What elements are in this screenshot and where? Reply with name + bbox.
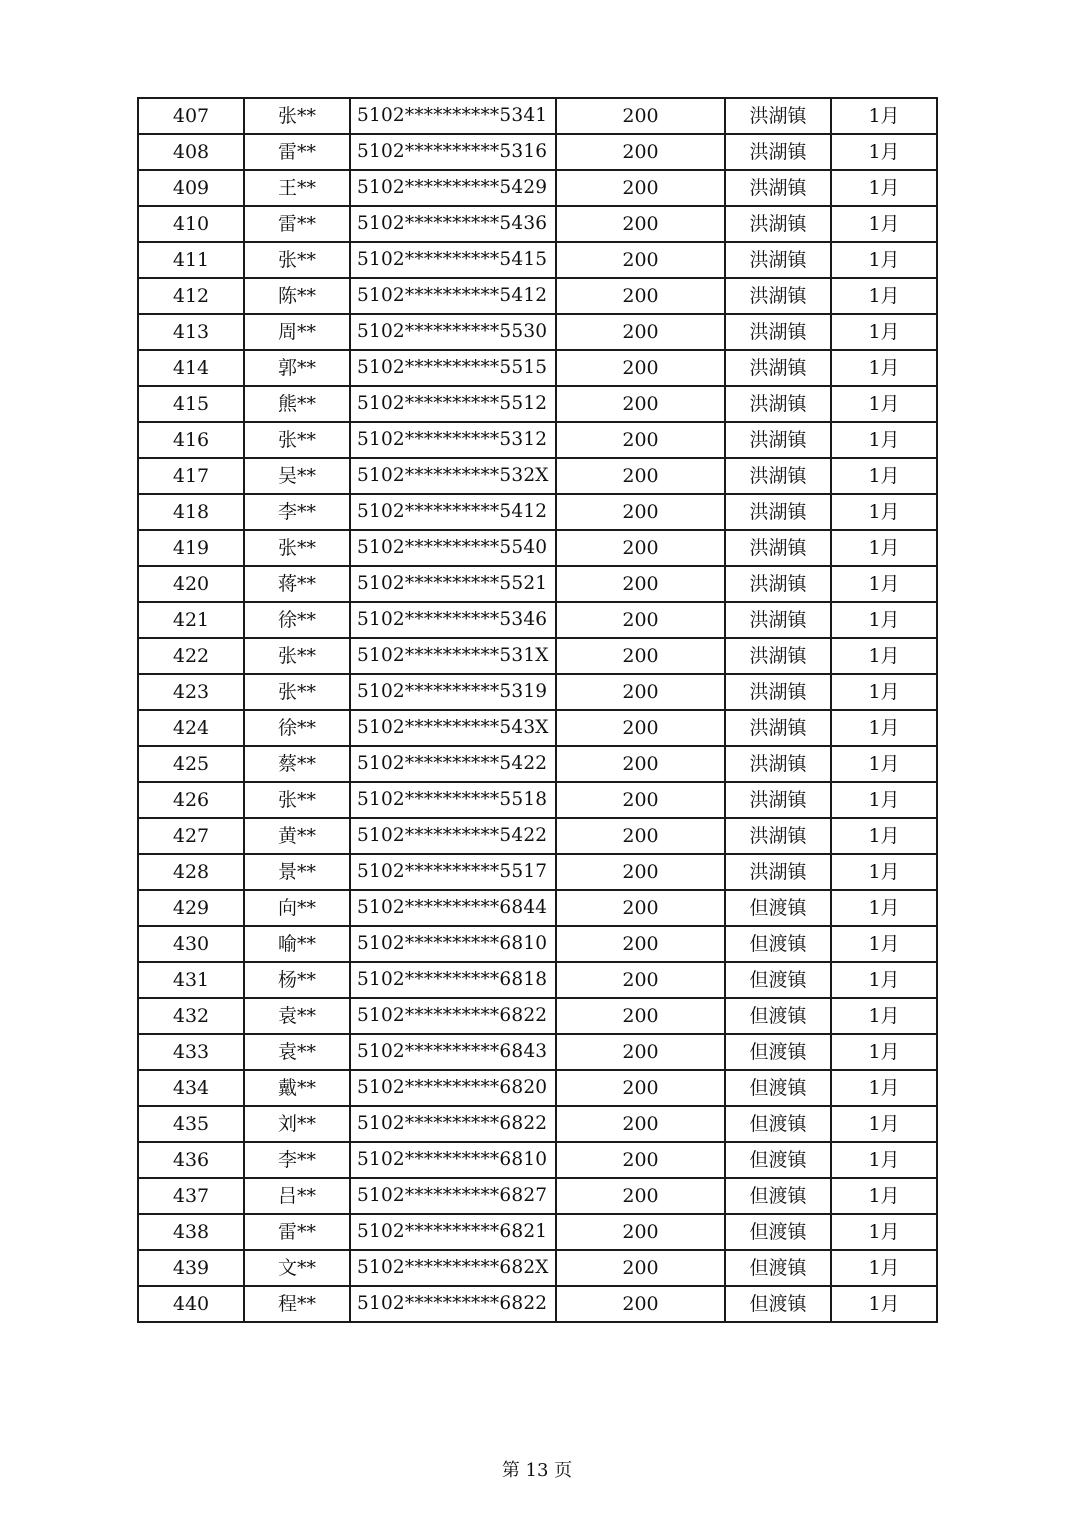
table-row (138, 998, 937, 1034)
town-cell: 但渡镇 (725, 1286, 831, 1322)
row-number-cell: 436 (138, 1142, 244, 1178)
row-number-cell: 409 (138, 170, 244, 206)
row-number-cell: 440 (138, 1286, 244, 1322)
town-cell: 洪湖镇 (725, 602, 831, 638)
month-cell: 1月 (831, 818, 937, 854)
amount-cell: 200 (556, 170, 725, 206)
month-cell: 1月 (831, 134, 937, 170)
month-cell: 1月 (831, 422, 937, 458)
table-row (138, 1286, 937, 1322)
amount-cell: 200 (556, 386, 725, 422)
town-cell: 洪湖镇 (725, 386, 831, 422)
table-row (138, 854, 937, 890)
name-cell: 程** (244, 1286, 350, 1322)
name-cell: 黄** (244, 818, 350, 854)
amount-cell: 200 (556, 674, 725, 710)
row-number-cell: 431 (138, 962, 244, 998)
town-cell: 洪湖镇 (725, 782, 831, 818)
name-cell: 张** (244, 530, 350, 566)
table-row (138, 422, 937, 458)
row-number-cell: 421 (138, 602, 244, 638)
name-cell: 喻** (244, 926, 350, 962)
name-cell: 袁** (244, 998, 350, 1034)
month-cell: 1月 (831, 890, 937, 926)
amount-cell: 200 (556, 314, 725, 350)
row-number-cell: 407 (138, 98, 244, 134)
month-cell: 1月 (831, 98, 937, 134)
table-row (138, 962, 937, 998)
name-cell: 吴** (244, 458, 350, 494)
town-cell: 洪湖镇 (725, 170, 831, 206)
town-cell: 洪湖镇 (725, 566, 831, 602)
amount-cell: 200 (556, 1286, 725, 1322)
amount-cell: 200 (556, 206, 725, 242)
name-cell: 张** (244, 638, 350, 674)
amount-cell: 200 (556, 638, 725, 674)
id-number-cell: 5102**********5341 (350, 98, 556, 134)
table-row (138, 494, 937, 530)
town-cell: 洪湖镇 (725, 278, 831, 314)
town-cell: 洪湖镇 (725, 746, 831, 782)
row-number-cell: 438 (138, 1214, 244, 1250)
name-cell: 徐** (244, 710, 350, 746)
amount-cell: 200 (556, 998, 725, 1034)
id-number-cell: 5102**********6818 (350, 962, 556, 998)
name-cell: 吕** (244, 1178, 350, 1214)
id-number-cell: 5102**********6822 (350, 998, 556, 1034)
town-cell: 但渡镇 (725, 1034, 831, 1070)
month-cell: 1月 (831, 386, 937, 422)
month-cell: 1月 (831, 710, 937, 746)
month-cell: 1月 (831, 1106, 937, 1142)
amount-cell: 200 (556, 350, 725, 386)
row-number-cell: 435 (138, 1106, 244, 1142)
month-cell: 1月 (831, 530, 937, 566)
id-number-cell: 5102**********531X (350, 638, 556, 674)
id-number-cell: 5102**********5530 (350, 314, 556, 350)
town-cell: 但渡镇 (725, 1214, 831, 1250)
month-cell: 1月 (831, 350, 937, 386)
id-number-cell: 5102**********5512 (350, 386, 556, 422)
month-cell: 1月 (831, 1034, 937, 1070)
row-number-cell: 429 (138, 890, 244, 926)
month-cell: 1月 (831, 998, 937, 1034)
table-row (138, 314, 937, 350)
row-number-cell: 428 (138, 854, 244, 890)
table-row (138, 170, 937, 206)
row-number-cell: 417 (138, 458, 244, 494)
amount-cell: 200 (556, 530, 725, 566)
id-number-cell: 5102**********532X (350, 458, 556, 494)
id-number-cell: 5102**********6822 (350, 1106, 556, 1142)
id-number-cell: 5102**********5540 (350, 530, 556, 566)
town-cell: 洪湖镇 (725, 242, 831, 278)
town-cell: 洪湖镇 (725, 638, 831, 674)
id-number-cell: 5102**********6827 (350, 1178, 556, 1214)
town-cell: 但渡镇 (725, 1106, 831, 1142)
id-number-cell: 5102**********5316 (350, 134, 556, 170)
id-number-cell: 5102**********5412 (350, 278, 556, 314)
amount-cell: 200 (556, 710, 725, 746)
id-number-cell: 5102**********5518 (350, 782, 556, 818)
town-cell: 洪湖镇 (725, 818, 831, 854)
id-number-cell: 5102**********5422 (350, 746, 556, 782)
amount-cell: 200 (556, 1178, 725, 1214)
id-number-cell: 5102**********6843 (350, 1034, 556, 1070)
table-row (138, 1178, 937, 1214)
name-cell: 陈** (244, 278, 350, 314)
name-cell: 景** (244, 854, 350, 890)
name-cell: 蒋** (244, 566, 350, 602)
month-cell: 1月 (831, 962, 937, 998)
town-cell: 洪湖镇 (725, 350, 831, 386)
table-row (138, 386, 937, 422)
table-row (138, 926, 937, 962)
table-row (138, 134, 937, 170)
id-number-cell: 5102**********682X (350, 1250, 556, 1286)
row-number-cell: 413 (138, 314, 244, 350)
amount-cell: 200 (556, 422, 725, 458)
name-cell: 熊** (244, 386, 350, 422)
amount-cell: 200 (556, 494, 725, 530)
table-row (138, 602, 937, 638)
table-row (138, 242, 937, 278)
amount-cell: 200 (556, 962, 725, 998)
table-row (138, 206, 937, 242)
town-cell: 但渡镇 (725, 1070, 831, 1106)
row-number-cell: 419 (138, 530, 244, 566)
id-number-cell: 5102**********5429 (350, 170, 556, 206)
name-cell: 刘** (244, 1106, 350, 1142)
id-number-cell: 5102**********5422 (350, 818, 556, 854)
row-number-cell: 411 (138, 242, 244, 278)
name-cell: 向** (244, 890, 350, 926)
town-cell: 但渡镇 (725, 1142, 831, 1178)
table-row (138, 1250, 937, 1286)
town-cell: 但渡镇 (725, 962, 831, 998)
id-number-cell: 5102**********6821 (350, 1214, 556, 1250)
town-cell: 洪湖镇 (725, 710, 831, 746)
month-cell: 1月 (831, 1070, 937, 1106)
month-cell: 1月 (831, 242, 937, 278)
name-cell: 雷** (244, 206, 350, 242)
name-cell: 张** (244, 98, 350, 134)
row-number-cell: 416 (138, 422, 244, 458)
amount-cell: 200 (556, 1070, 725, 1106)
month-cell: 1月 (831, 1250, 937, 1286)
month-cell: 1月 (831, 278, 937, 314)
month-cell: 1月 (831, 782, 937, 818)
amount-cell: 200 (556, 98, 725, 134)
amount-cell: 200 (556, 926, 725, 962)
amount-cell: 200 (556, 566, 725, 602)
row-number-cell: 430 (138, 926, 244, 962)
row-number-cell: 422 (138, 638, 244, 674)
town-cell: 洪湖镇 (725, 530, 831, 566)
id-number-cell: 5102**********5521 (350, 566, 556, 602)
row-number-cell: 424 (138, 710, 244, 746)
id-number-cell: 5102**********6822 (350, 1286, 556, 1322)
amount-cell: 200 (556, 818, 725, 854)
id-number-cell: 5102**********5517 (350, 854, 556, 890)
table-row (138, 818, 937, 854)
row-number-cell: 420 (138, 566, 244, 602)
name-cell: 雷** (244, 1214, 350, 1250)
row-number-cell: 415 (138, 386, 244, 422)
name-cell: 王** (244, 170, 350, 206)
id-number-cell: 5102**********5312 (350, 422, 556, 458)
name-cell: 张** (244, 782, 350, 818)
row-number-cell: 425 (138, 746, 244, 782)
month-cell: 1月 (831, 638, 937, 674)
month-cell: 1月 (831, 854, 937, 890)
town-cell: 但渡镇 (725, 890, 831, 926)
amount-cell: 200 (556, 1106, 725, 1142)
row-number-cell: 427 (138, 818, 244, 854)
name-cell: 杨** (244, 962, 350, 998)
id-number-cell: 5102**********5412 (350, 494, 556, 530)
amount-cell: 200 (556, 242, 725, 278)
month-cell: 1月 (831, 494, 937, 530)
id-number-cell: 5102**********6844 (350, 890, 556, 926)
table-row (138, 710, 937, 746)
table-row (138, 1070, 937, 1106)
name-cell: 张** (244, 242, 350, 278)
month-cell: 1月 (831, 926, 937, 962)
amount-cell: 200 (556, 782, 725, 818)
amount-cell: 200 (556, 1034, 725, 1070)
town-cell: 洪湖镇 (725, 674, 831, 710)
month-cell: 1月 (831, 206, 937, 242)
amount-cell: 200 (556, 1250, 725, 1286)
table-row (138, 782, 937, 818)
id-number-cell: 5102**********5415 (350, 242, 556, 278)
amount-cell: 200 (556, 1142, 725, 1178)
id-number-cell: 5102**********543X (350, 710, 556, 746)
name-cell: 李** (244, 494, 350, 530)
month-cell: 1月 (831, 314, 937, 350)
row-number-cell: 423 (138, 674, 244, 710)
name-cell: 戴** (244, 1070, 350, 1106)
row-number-cell: 414 (138, 350, 244, 386)
name-cell: 雷** (244, 134, 350, 170)
table-row (138, 98, 937, 134)
row-number-cell: 408 (138, 134, 244, 170)
id-number-cell: 5102**********6810 (350, 1142, 556, 1178)
amount-cell: 200 (556, 746, 725, 782)
town-cell: 洪湖镇 (725, 314, 831, 350)
name-cell: 袁** (244, 1034, 350, 1070)
name-cell: 张** (244, 674, 350, 710)
id-number-cell: 5102**********6820 (350, 1070, 556, 1106)
amount-cell: 200 (556, 602, 725, 638)
town-cell: 洪湖镇 (725, 206, 831, 242)
month-cell: 1月 (831, 746, 937, 782)
id-number-cell: 5102**********5346 (350, 602, 556, 638)
table-row (138, 350, 937, 386)
table-row (138, 1214, 937, 1250)
name-cell: 李** (244, 1142, 350, 1178)
town-cell: 洪湖镇 (725, 134, 831, 170)
town-cell: 洪湖镇 (725, 98, 831, 134)
table-row (138, 674, 937, 710)
name-cell: 徐** (244, 602, 350, 638)
id-number-cell: 5102**********5515 (350, 350, 556, 386)
table-row (138, 1106, 937, 1142)
name-cell: 张** (244, 422, 350, 458)
id-number-cell: 5102**********5436 (350, 206, 556, 242)
records-table (137, 97, 938, 1323)
name-cell: 文** (244, 1250, 350, 1286)
table-row (138, 1142, 937, 1178)
amount-cell: 200 (556, 1214, 725, 1250)
name-cell: 蔡** (244, 746, 350, 782)
id-number-cell: 5102**********5319 (350, 674, 556, 710)
name-cell: 周** (244, 314, 350, 350)
month-cell: 1月 (831, 566, 937, 602)
amount-cell: 200 (556, 890, 725, 926)
table-row (138, 890, 937, 926)
id-number-cell: 5102**********6810 (350, 926, 556, 962)
row-number-cell: 439 (138, 1250, 244, 1286)
month-cell: 1月 (831, 1214, 937, 1250)
row-number-cell: 410 (138, 206, 244, 242)
town-cell: 但渡镇 (725, 1250, 831, 1286)
month-cell: 1月 (831, 170, 937, 206)
month-cell: 1月 (831, 1142, 937, 1178)
town-cell: 洪湖镇 (725, 422, 831, 458)
row-number-cell: 412 (138, 278, 244, 314)
name-cell: 郭** (244, 350, 350, 386)
month-cell: 1月 (831, 1178, 937, 1214)
table-row (138, 530, 937, 566)
amount-cell: 200 (556, 134, 725, 170)
records-table-body (138, 98, 937, 1322)
row-number-cell: 433 (138, 1034, 244, 1070)
amount-cell: 200 (556, 458, 725, 494)
town-cell: 洪湖镇 (725, 494, 831, 530)
table-row (138, 746, 937, 782)
row-number-cell: 434 (138, 1070, 244, 1106)
month-cell: 1月 (831, 1286, 937, 1322)
table-row (138, 1034, 937, 1070)
table-row (138, 566, 937, 602)
table-row (138, 638, 937, 674)
amount-cell: 200 (556, 854, 725, 890)
row-number-cell: 432 (138, 998, 244, 1034)
town-cell: 但渡镇 (725, 1178, 831, 1214)
month-cell: 1月 (831, 458, 937, 494)
page-number: 第 13 页 (501, 1460, 573, 1481)
row-number-cell: 437 (138, 1178, 244, 1214)
month-cell: 1月 (831, 674, 937, 710)
month-cell: 1月 (831, 602, 937, 638)
table-row (138, 458, 937, 494)
town-cell: 但渡镇 (725, 998, 831, 1034)
table-row (138, 278, 937, 314)
amount-cell: 200 (556, 278, 725, 314)
town-cell: 洪湖镇 (725, 854, 831, 890)
town-cell: 但渡镇 (725, 926, 831, 962)
row-number-cell: 426 (138, 782, 244, 818)
row-number-cell: 418 (138, 494, 244, 530)
town-cell: 洪湖镇 (725, 458, 831, 494)
